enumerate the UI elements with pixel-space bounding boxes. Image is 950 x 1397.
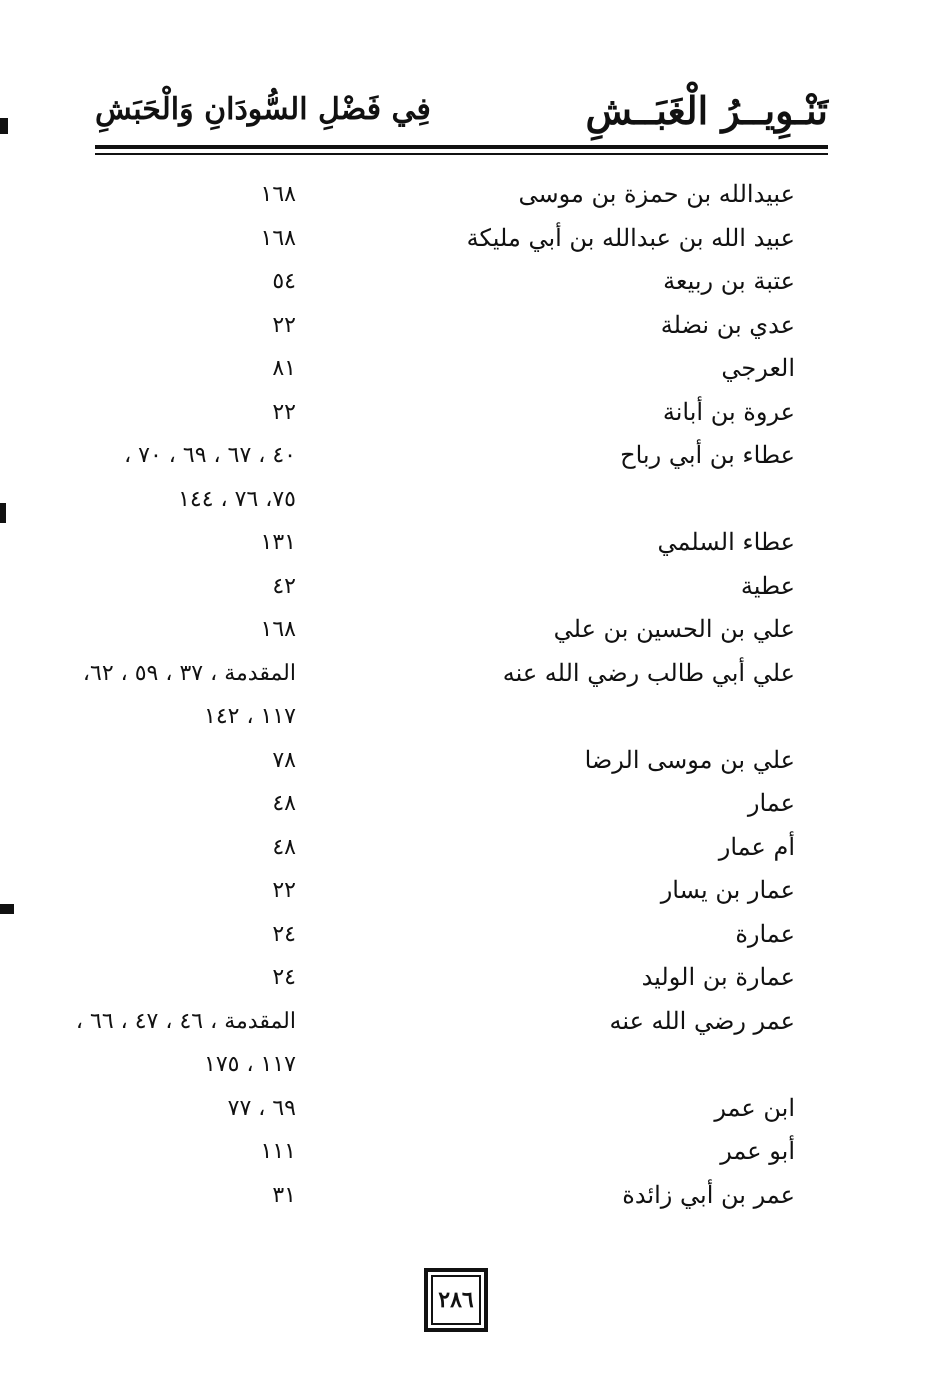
index-name: أبو عمر [720, 1137, 795, 1165]
book-subtitle: فِي فَضْلِ السُّودَانِ وَالْحَبَشِ [95, 92, 431, 127]
index-row [70, 1005, 795, 1049]
header-rule-thick [95, 145, 828, 149]
index-pages: ٢٤ [272, 921, 296, 947]
index-pages: ٤٨ [272, 834, 296, 860]
edge-mark [0, 904, 14, 914]
index-row [70, 831, 795, 875]
index-pages: ١٦٨ [260, 182, 296, 207]
index-pages: ٤٨ [272, 791, 296, 816]
index-name: عمر بن أبي زائدة [622, 1180, 795, 1209]
page-number: ٢٨٦ [438, 1287, 474, 1313]
index-pages: ٢٢ [272, 399, 296, 425]
index-pages: ١٦٨ [260, 617, 296, 642]
index-name: عبيد الله بن عبدالله بن أبي مليكة [466, 223, 795, 252]
book-title: تَنْـوِيــرُ الْغَبَــشِ [585, 88, 828, 133]
index-pages: ٨١ [272, 356, 296, 381]
index-pages: ٢٢ [272, 878, 296, 903]
index-name: عمر رضي الله عنه [609, 1006, 795, 1035]
index-pages: ٦٩ ، ٧٧ [227, 1095, 296, 1121]
index-row [70, 222, 795, 266]
index-name: علي بن موسى الرضا [584, 745, 795, 774]
index-pages: ١٣١ [260, 530, 296, 555]
index-row [70, 787, 795, 831]
index-name: علي بن الحسين بن علي [553, 615, 795, 643]
index-name: ابن عمر [714, 1093, 795, 1122]
index-name: عطاء السلمي [657, 528, 795, 556]
index-pages: ٧٥، ٧٦ ، ١٤٤ [178, 486, 296, 512]
index-row [70, 526, 795, 570]
index-row [70, 570, 795, 614]
index-row-continuation [70, 1048, 795, 1092]
index-row [70, 657, 795, 701]
page-number-box [424, 1268, 488, 1332]
index-name: عدي بن نضلة [660, 310, 795, 339]
index-pages: ٤٠ ، ٦٧ ، ٦٩ ، ٧٠ ، [124, 443, 296, 468]
index-name: عمارة [735, 919, 795, 948]
index-row-continuation [70, 700, 795, 744]
index-row [70, 396, 795, 440]
index-row [70, 178, 795, 222]
index-name: عتبة بن ربيعة [663, 267, 795, 295]
index-row [70, 744, 795, 788]
index-row [70, 439, 795, 483]
index-pages: ١١٧ ، ١٤٢ [204, 704, 296, 729]
index-row [70, 265, 795, 309]
index-pages: ٢٢ [272, 312, 296, 338]
running-header [95, 82, 828, 142]
index-row [70, 613, 795, 657]
index-pages: ٧٨ [272, 747, 296, 773]
edge-mark [0, 503, 6, 523]
index-row [70, 309, 795, 353]
index-list [70, 178, 795, 1222]
header-rule-thin [95, 153, 828, 155]
index-name: عروة بن أبانة [662, 397, 795, 426]
index-pages: المقدمة ، ٤٦ ، ٤٧ ، ٦٦ ، [75, 1008, 296, 1034]
index-name: العرجي [721, 354, 795, 382]
index-name: عمارة بن الوليد [641, 963, 795, 991]
index-row [70, 352, 795, 396]
index-pages: ١٦٨ [260, 225, 296, 251]
index-row [70, 1179, 795, 1223]
edge-mark [0, 118, 8, 134]
index-pages: ١١٧ ، ١٧٥ [204, 1052, 296, 1077]
index-row [70, 1135, 795, 1179]
index-name: علي أبي طالب رضي الله عنه [502, 658, 795, 687]
index-row [70, 874, 795, 918]
index-pages: المقدمة ، ٣٧ ، ٥٩ ، ٦٢، [82, 660, 296, 686]
index-pages: ٢٤ [272, 965, 296, 990]
index-row-continuation [70, 483, 795, 527]
index-row [70, 918, 795, 962]
index-pages: ١١١ [260, 1139, 296, 1164]
index-name: عمار [747, 789, 795, 817]
index-name: عبيدالله بن حمزة بن موسى [518, 180, 795, 208]
index-pages: ٥٤ [272, 269, 296, 294]
index-name: عمار بن يسار [660, 876, 795, 904]
index-name: عطية [740, 571, 795, 600]
index-row [70, 1092, 795, 1136]
index-name: عطاء بن أبي رباح [620, 441, 795, 469]
index-name: أم عمار [718, 832, 795, 861]
index-pages: ٤٢ [272, 573, 296, 599]
index-row [70, 961, 795, 1005]
index-pages: ٣١ [272, 1182, 296, 1208]
